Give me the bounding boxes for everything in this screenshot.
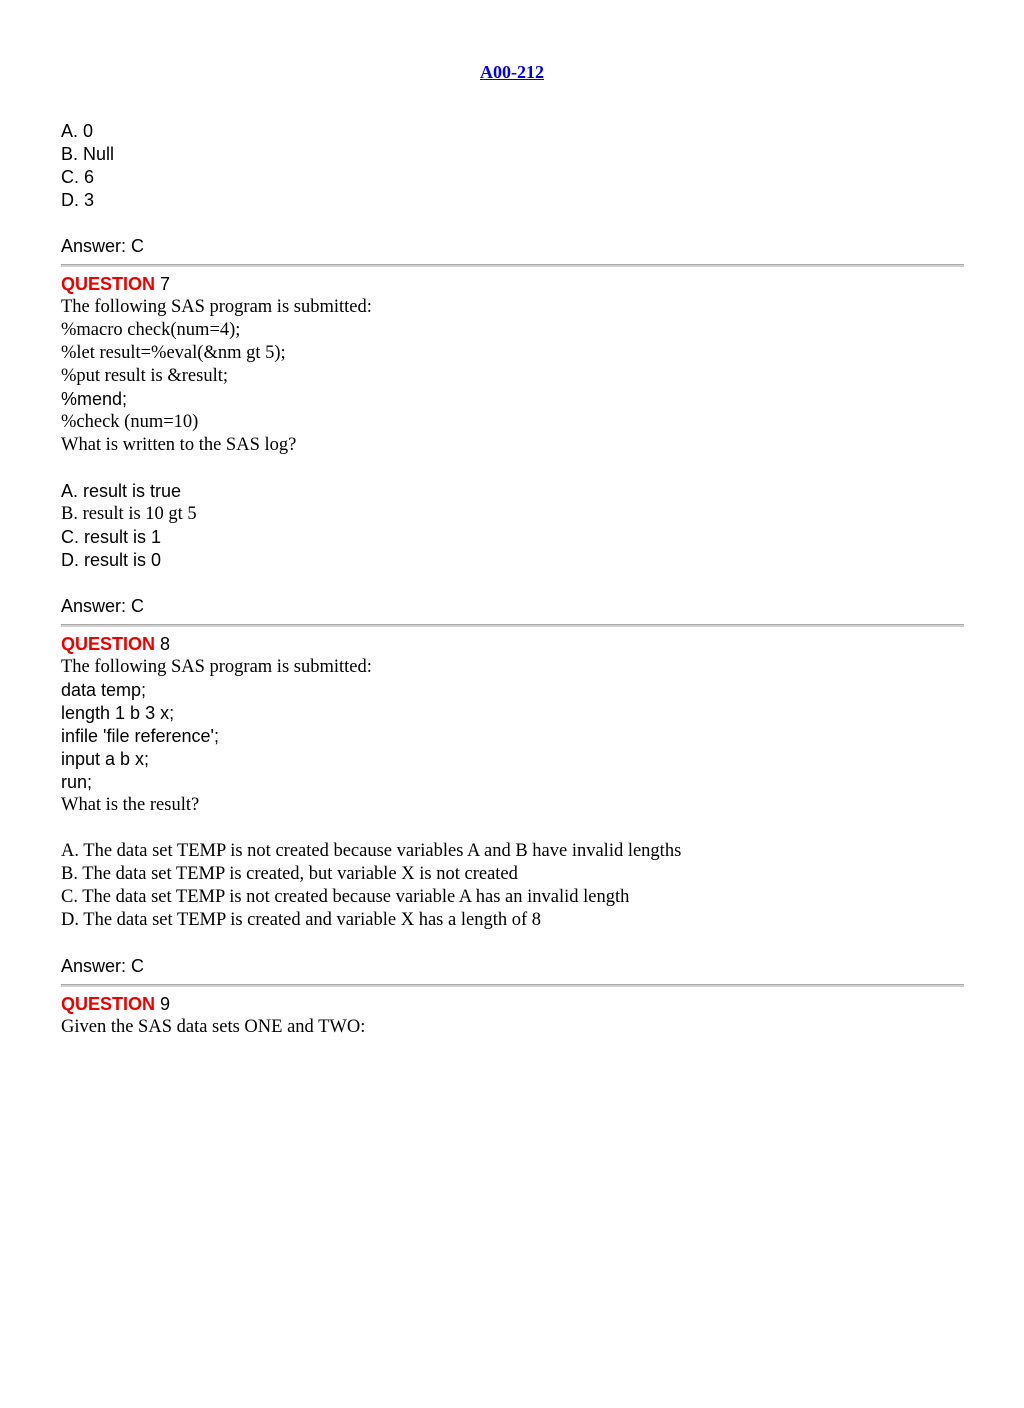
option-c: C. result is 1 — [61, 527, 162, 547]
document-title-link[interactable]: A00-212 — [480, 62, 544, 82]
option-d: D. result is 0 — [61, 550, 162, 570]
question-7-line: %let result=%eval(&nm gt 5); — [61, 343, 286, 363]
option-b: B. The data set TEMP is created, but variable X is not created — [61, 864, 518, 884]
question-8-line: infile 'file reference'; — [61, 726, 219, 746]
option-d: D. The data set TEMP is created and variable X has a length of 8 — [61, 910, 541, 930]
question-7-answer: Answer: C — [61, 596, 145, 616]
question-8-line: What is the result? — [61, 795, 200, 815]
option-c: C. The data set TEMP is not created because variable A has an invalid length — [61, 887, 630, 907]
question-label: QUESTION — [61, 274, 156, 294]
question-6-options — [61, 120, 964, 212]
question-number: 8 — [160, 634, 171, 654]
question-label: QUESTION — [61, 994, 156, 1014]
option-a: A. The data set TEMP is not created because variables A and B have invalid lengths — [61, 841, 682, 861]
question-7-line: The following SAS program is submitted: — [61, 297, 372, 317]
question-7-heading — [61, 273, 964, 296]
question-7-line: %check (num=10) — [61, 412, 199, 432]
question-9-heading — [61, 993, 964, 1016]
question-8-line: The following SAS program is submitted: — [61, 657, 372, 677]
divider — [61, 984, 964, 987]
question-8-line: data temp; — [61, 680, 147, 700]
option-d: D. 3 — [61, 190, 95, 210]
option-a: A. result is true — [61, 481, 182, 501]
question-7-line: %put result is &result; — [61, 366, 228, 386]
question-number: 9 — [160, 994, 171, 1014]
option-b: B. result is 10 gt 5 — [61, 504, 197, 524]
page-content — [61, 120, 964, 1039]
option-b: B. Null — [61, 144, 115, 164]
question-8-line: run; — [61, 772, 93, 792]
option-a: A. 0 — [61, 121, 94, 141]
divider — [61, 264, 964, 267]
question-8-heading — [61, 633, 964, 656]
question-9-line: Given the SAS data sets ONE and TWO: — [61, 1017, 366, 1037]
question-7-line: %macro check(num=4); — [61, 320, 241, 340]
question-number: 7 — [160, 274, 171, 294]
question-8-line: input a b x; — [61, 749, 150, 769]
question-6-answer: Answer: C — [61, 236, 145, 256]
divider — [61, 624, 964, 627]
question-8-answer: Answer: C — [61, 956, 145, 976]
question-7-line: What is written to the SAS log? — [61, 435, 297, 455]
option-c: C. 6 — [61, 167, 95, 187]
question-label: QUESTION — [61, 634, 156, 654]
question-7-line: %mend; — [61, 389, 128, 409]
question-8-line: length 1 b 3 x; — [61, 703, 175, 723]
